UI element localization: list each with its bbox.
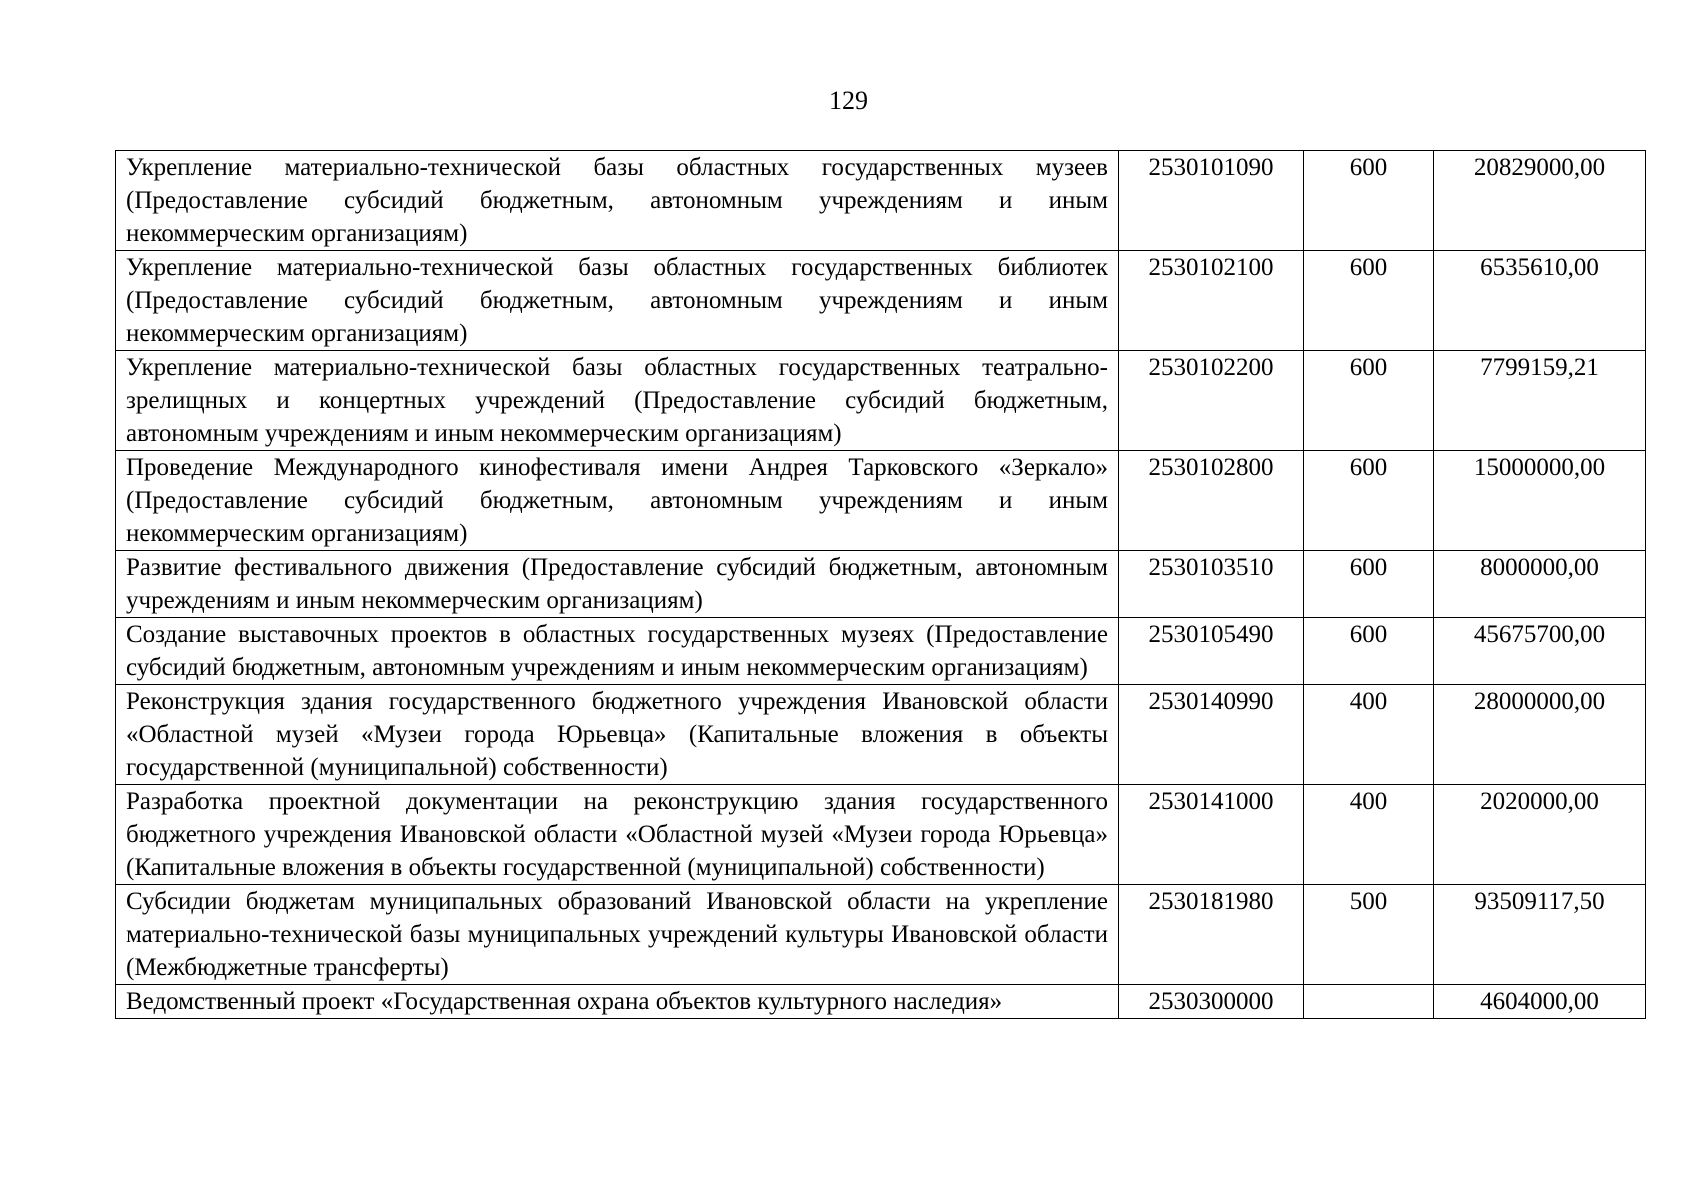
row-description: Укрепление материально-технической базы областных государственных театрально-зрелищных и концертных учреждений (Предоставление субсидий бюджетным, автономным учреждениям и иным некоммерческим организациям): [116, 351, 1119, 451]
row-expense-type: [1304, 985, 1434, 1019]
page-number: 129: [829, 86, 868, 115]
row-description: Укрепление материально-технической базы областных государственных библиотек (Предоставление субсидий бюджетным, автономным учреждениям и иным некоммерческим организациям): [116, 251, 1119, 351]
row-target-code: 2530300000: [1119, 985, 1304, 1019]
table-row: [116, 785, 1646, 885]
table-row: [116, 885, 1646, 985]
row-amount: 28000000,00: [1434, 685, 1646, 785]
table-row: [116, 351, 1646, 451]
row-target-code: 2530181980: [1119, 885, 1304, 985]
table-row: [116, 251, 1646, 351]
row-description: Создание выставочных проектов в областных государственных музеях (Предоставление субсидий бюджетным, автономным учреждениям и иным некоммерческим организациям): [116, 618, 1119, 685]
budget-table: [115, 150, 1646, 1019]
row-target-code: 2530140990: [1119, 685, 1304, 785]
row-target-code: 2530101090: [1119, 151, 1304, 251]
row-target-code: 2530102100: [1119, 251, 1304, 351]
row-expense-type: 600: [1304, 551, 1434, 618]
row-amount: 45675700,00: [1434, 618, 1646, 685]
row-target-code: 2530141000: [1119, 785, 1304, 885]
row-target-code: 2530102200: [1119, 351, 1304, 451]
row-description: Реконструкция здания государственного бюджетного учреждения Ивановской области «Областной музей «Музеи города Юрьевца» (Капитальные вложения в объекты государственной (муниципальной) собственности): [116, 685, 1119, 785]
row-expense-type: 500: [1304, 885, 1434, 985]
row-expense-type: 600: [1304, 451, 1434, 551]
table-row: [116, 551, 1646, 618]
table-row: [116, 685, 1646, 785]
table-row: [116, 151, 1646, 251]
row-description: Субсидии бюджетам муниципальных образований Ивановской области на укрепление материально-технической базы муниципальных учреждений культуры Ивановской области (Межбюджетные трансферты): [116, 885, 1119, 985]
row-amount: 8000000,00: [1434, 551, 1646, 618]
row-description: Проведение Международного кинофестиваля имени Андрея Тарковского «Зеркало» (Предоставление субсидий бюджетным, автономным учреждениям и иным некоммерческим организациям): [116, 451, 1119, 551]
row-amount: 7799159,21: [1434, 351, 1646, 451]
row-description: Укрепление материально-технической базы областных государственных музеев (Предоставление субсидий бюджетным, автономным учреждениям и иным некоммерческим организациям): [116, 151, 1119, 251]
row-expense-type: 600: [1304, 618, 1434, 685]
table-row: [116, 618, 1646, 685]
table-row: [116, 985, 1646, 1019]
row-expense-type: 600: [1304, 251, 1434, 351]
row-expense-type: 600: [1304, 351, 1434, 451]
row-description: Разработка проектной документации на реконструкцию здания государственного бюджетного учреждения Ивановской области «Областной музей «Музеи города Юрьевца» (Капитальные вложения в объекты государственной (муниципальной) собственности): [116, 785, 1119, 885]
row-amount: 6535610,00: [1434, 251, 1646, 351]
row-description: Развитие фестивального движения (Предоставление субсидий бюджетным, автономным учреждениям и иным некоммерческим организациям): [116, 551, 1119, 618]
row-amount: 20829000,00: [1434, 151, 1646, 251]
row-expense-type: 600: [1304, 151, 1434, 251]
row-amount: 4604000,00: [1434, 985, 1646, 1019]
row-target-code: 2530105490: [1119, 618, 1304, 685]
row-expense-type: 400: [1304, 685, 1434, 785]
row-amount: 15000000,00: [1434, 451, 1646, 551]
row-target-code: 2530102800: [1119, 451, 1304, 551]
row-expense-type: 400: [1304, 785, 1434, 885]
row-amount: 93509117,50: [1434, 885, 1646, 985]
row-amount: 2020000,00: [1434, 785, 1646, 885]
table-row: [116, 451, 1646, 551]
row-target-code: 2530103510: [1119, 551, 1304, 618]
row-description: Ведомственный проект «Государственная охрана объектов культурного наследия»: [116, 985, 1119, 1019]
